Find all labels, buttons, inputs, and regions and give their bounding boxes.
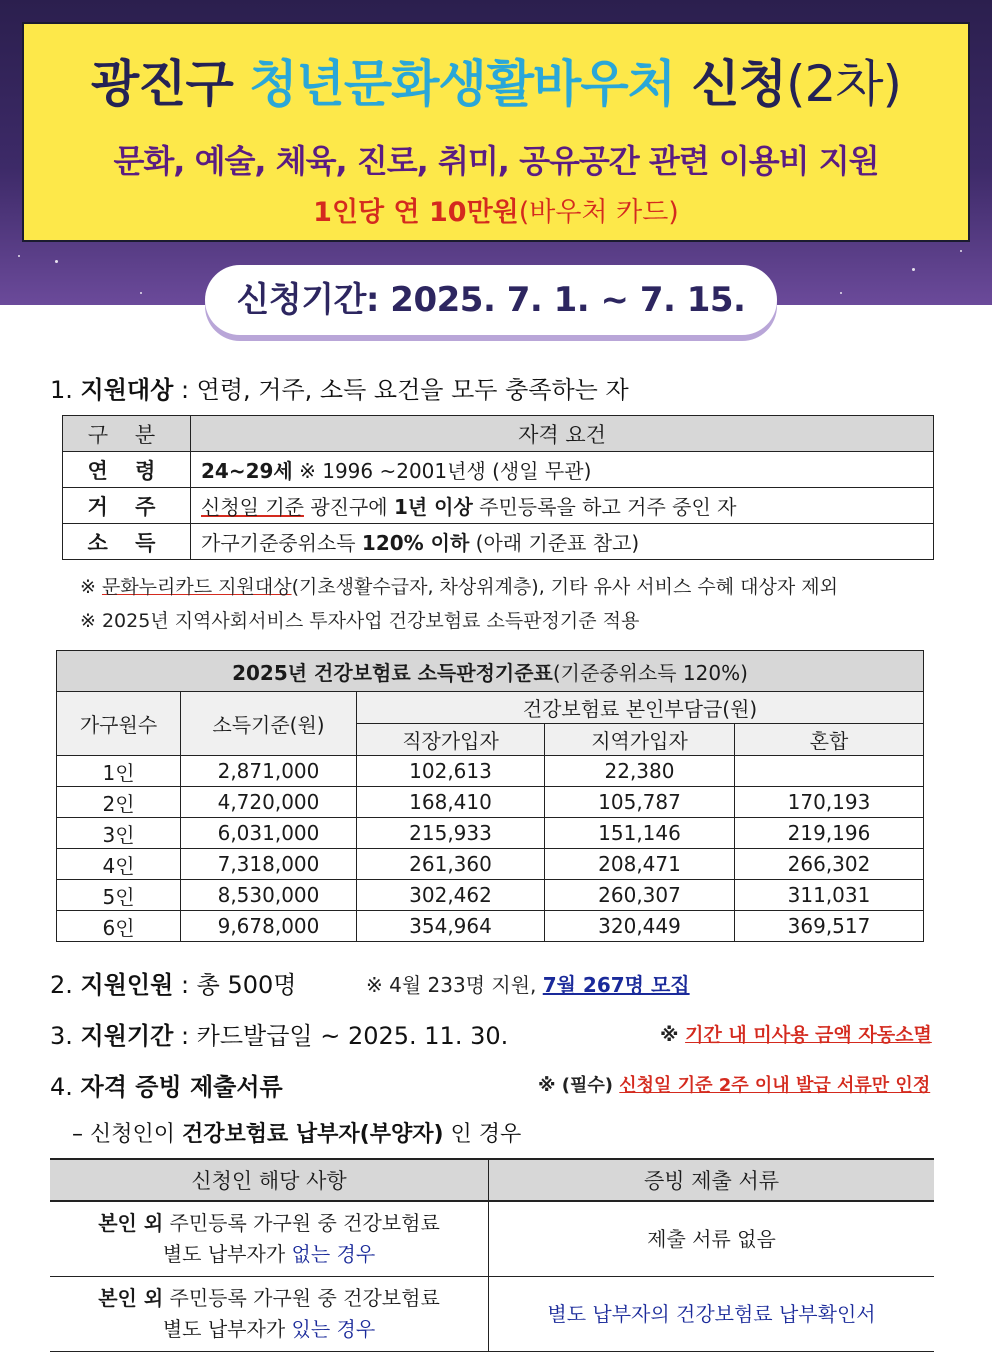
table-row: 소 득 가구기준중위소득 120% 이하 (아래 기준표 참고) <box>63 524 934 560</box>
table-row: 연 령 24~29세 ※ 1996 ~2001년생 (생일 무관) <box>63 452 934 488</box>
table-row: 거 주 신청일 기준 광진구에 1년 이상 주민등록을 하고 거주 중인 자 <box>63 488 934 524</box>
table-header: 소득기준(원) <box>181 692 357 756</box>
application-period: 신청기간: 2025. 7. 1. ~ 7. 15. <box>205 265 777 335</box>
table-header: 가구원수 <box>57 692 181 756</box>
table-header: 지역가입자 <box>545 724 735 756</box>
table-header: 직장가입자 <box>357 724 545 756</box>
table-header: 건강보험료 본인부담금(원) <box>357 692 924 724</box>
section-3-heading: 3. 지원기간 : 카드발급일 ~ 2025. 11. 30. <box>50 1022 509 1050</box>
table-row: 5인 8,530,000 302,462 260,307 311,031 <box>57 880 924 911</box>
table-row: 2인 4,720,000 168,410 105,787 170,193 <box>57 787 924 818</box>
document-table <box>50 1158 934 1352</box>
banner-subtitle: 문화, 예술, 체육, 진로, 취미, 공유공간 관련 이용비 지원 <box>113 142 879 180</box>
section-1-heading: 1. 지원대상 : 연령, 거주, 소득 요건을 모두 충족하는 자 <box>50 376 629 404</box>
table-row: 1인 2,871,000 102,613 22,380 <box>57 756 924 787</box>
table-row: 6인 9,678,000 354,964 320,449 369,517 <box>57 911 924 942</box>
page-title: 광진구 청년문화생활바우처 신청(2차) <box>90 55 902 113</box>
table-header: 혼합 <box>735 724 924 756</box>
eligibility-table <box>62 415 934 560</box>
income-standard-table <box>56 650 924 942</box>
table-header: 자격 요건 <box>191 416 934 452</box>
section-2-heading: 2. 지원인원 : 총 500명 <box>50 971 297 999</box>
case-description: – 신청인이 건강보험료 납부자(부양자) 인 경우 <box>72 1122 522 1147</box>
table-caption: 2025년 건강보험료 소득판정기준표(기준중위소득 120%) <box>57 651 924 692</box>
recruitment-note: ※ 4월 233명 지원, 7월 267명 모집 <box>366 973 690 997</box>
table-header: 증빙 제출 서류 <box>489 1159 935 1201</box>
table-row: 3인 6,031,000 215,933 151,146 219,196 <box>57 818 924 849</box>
banner-amount: 1인당 연 10만원(바우처 카드) <box>313 197 679 228</box>
table-header: 구 분 <box>63 416 191 452</box>
expiry-note: ※ 기간 내 미사용 금액 자동소멸 <box>660 1024 932 1046</box>
document-validity-note: ※ (필수) 신청일 기준 2주 이내 발급 서류만 인정 <box>538 1075 931 1096</box>
table-row: 4인 7,318,000 261,360 208,471 266,302 <box>57 849 924 880</box>
table-row: 본인 외 주민등록 가구원 중 건강보험료 별도 납부자가 있는 경우 별도 납부자의 건강보험료 납부확인서 <box>50 1277 934 1352</box>
note-standard: ※ 2025년 지역사회서비스 투자사업 건강보험료 소득판정기준 적용 <box>80 610 640 632</box>
table-row: 본인 외 주민등록 가구원 중 건강보험료 별도 납부자가 없는 경우 제출 서류 없음 <box>50 1201 934 1277</box>
section-4-heading: 4. 자격 증빙 제출서류 <box>50 1073 283 1101</box>
table-header: 신청인 해당 사항 <box>50 1159 489 1201</box>
title-banner <box>22 22 970 242</box>
note-exclusion: ※ 문화누리카드 지원대상(기초생활수급자, 차상위계층), 기타 유사 서비스 수혜 대상자 제외 <box>80 576 838 598</box>
